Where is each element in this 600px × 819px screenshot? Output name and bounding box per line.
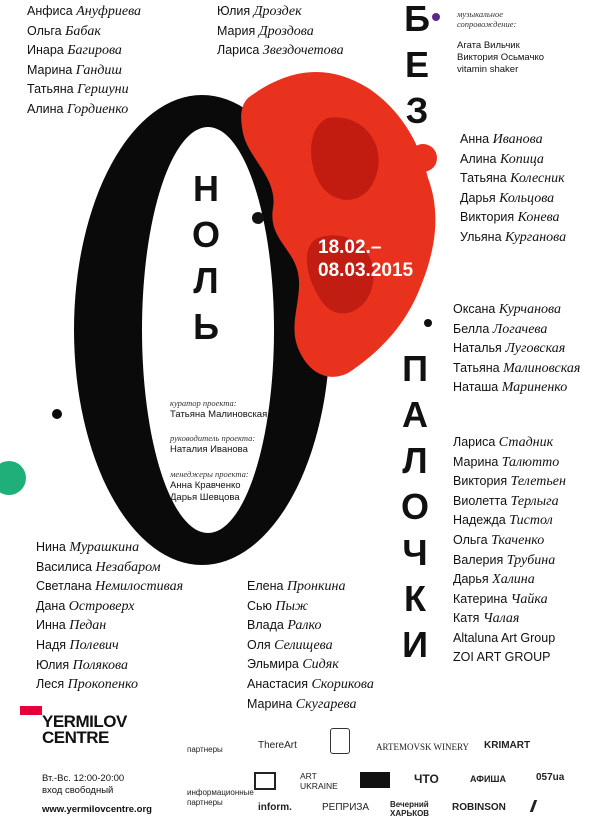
crew-curator [170, 397, 267, 421]
artist-name [36, 616, 183, 636]
venue-site[interactable]: www.yermilovcentre.org [42, 804, 152, 815]
title-bez [397, 0, 437, 134]
artist-name [460, 150, 566, 170]
artist-first-name: Катя [453, 611, 480, 626]
partner-g-icon [254, 772, 276, 790]
artist-last-name: Полякова [72, 657, 128, 673]
artist-last-name: Курганова [505, 229, 567, 245]
artist-last-name: Логачева [492, 321, 548, 337]
artist-first-name: Елена [247, 579, 284, 593]
artist-first-name: Татьяна [460, 171, 507, 186]
artist-name [453, 300, 580, 320]
partner-chto: ЧТО [414, 772, 439, 786]
artist-last-name: Селищева [274, 637, 333, 653]
artist-last-name: Мурашкина [69, 540, 140, 555]
venue-entry: вход свободный [42, 785, 114, 796]
artist-first-name: Мария [217, 23, 256, 38]
partner-robinson: ROBINSON [452, 802, 506, 813]
artist-first-name: Катерина [453, 591, 508, 606]
artist-last-name: Чайка [510, 591, 548, 607]
title-nol [186, 166, 226, 350]
exhibition-dates [318, 236, 413, 282]
artist-name [217, 2, 344, 22]
artist-first-name: Виктория [460, 210, 515, 225]
artist-last-name: Педан [69, 618, 107, 634]
title-letter: З [405, 90, 429, 131]
artist-last-name: Прокопенко [67, 677, 138, 693]
artist-name [27, 100, 141, 120]
artist-first-name: Татьяна [453, 360, 500, 375]
right-names-1 [460, 130, 566, 248]
artist-first-name: Виктория [453, 474, 508, 489]
artist-last-name: Курчанова [498, 302, 562, 317]
mid-bottom-names [247, 577, 374, 714]
partner-afisha: АФИША [470, 774, 506, 784]
partner-emblem-icon [330, 728, 350, 754]
artist-last-name: Ткаченко [491, 532, 545, 548]
artist-last-name: Немилостивая [95, 579, 184, 595]
artist-first-name: Оксана [453, 302, 496, 316]
partner-black-logo [360, 772, 390, 788]
artist-last-name: Скорикова [311, 676, 374, 692]
artist-name [453, 359, 580, 379]
artist-name [36, 577, 183, 597]
artist-last-name: Копица [499, 151, 544, 167]
partner-artemovsk: ARTEMOVSK WINERY [376, 742, 470, 752]
partner-vecherniy: Вечерний ХАРЬКОВ [390, 800, 430, 818]
artist-last-name: Гордиенко [66, 101, 129, 117]
artist-name [453, 609, 566, 629]
title-letter: Ь [193, 306, 219, 347]
artist-first-name: Анфиса [27, 4, 73, 18]
music-person: Агата Вильчик [457, 40, 520, 51]
artist-first-name: Надежда [453, 513, 506, 528]
artist-first-name: Марина [453, 454, 499, 469]
artist-name [453, 511, 566, 531]
artist-first-name: Эльмира [247, 657, 299, 672]
artist-name [460, 130, 566, 150]
artist-name [247, 636, 374, 656]
artist-name [217, 41, 344, 61]
info-partners-label: информационные партнеры [187, 788, 254, 807]
title-letter: Б [404, 0, 430, 39]
artist-last-name: Островерх [68, 598, 135, 614]
artist-name [36, 538, 183, 558]
artist-name [27, 41, 141, 61]
artist-last-name: Халина [492, 572, 535, 588]
venue-hours: Вт.-Вс. 12:00-20:00 [42, 773, 125, 784]
artist-last-name: Незабаром [95, 559, 161, 575]
purple-dot [432, 13, 440, 21]
artist-first-name: Ольга [27, 23, 62, 38]
music-label: музыкальное сопровождение: [457, 9, 517, 29]
music-people [457, 40, 544, 76]
artist-name [36, 597, 183, 617]
artist-last-name: Луговская [505, 341, 566, 357]
artist-name [453, 320, 580, 340]
crew-person: Наталия Иванова [170, 444, 248, 455]
artist-last-name: Дроздек [253, 4, 302, 19]
artist-name [460, 228, 566, 248]
artist-first-name: Анна [460, 132, 490, 146]
title-letter: О [191, 214, 220, 255]
artist-first-name: Ульяна [460, 229, 502, 244]
artist-last-name: Терлыга [510, 493, 559, 509]
artist-name [453, 590, 566, 610]
venue-info [42, 773, 124, 797]
title-letter: Н [193, 168, 219, 209]
artist-first-name: Алина [27, 101, 64, 116]
artist-name [27, 80, 141, 100]
artist-last-name: Пыж [275, 598, 309, 614]
artist-first-name: Валерия [453, 552, 504, 567]
artist-first-name: Светлана [36, 579, 92, 594]
artist-name [453, 472, 566, 492]
title-letter: А [402, 394, 428, 435]
music-person: Виктория Осьмачко [457, 52, 544, 63]
artist-name [453, 433, 566, 453]
yermilov-logo[interactable] [42, 714, 127, 746]
artist-name [36, 558, 183, 578]
left-bottom-names [36, 538, 183, 695]
title-letter: П [402, 348, 428, 389]
artist-name [36, 636, 183, 656]
artist-last-name: Дроздова [258, 23, 314, 39]
right-names-3 [453, 433, 566, 666]
artist-name [27, 2, 141, 22]
artist-name [453, 453, 566, 473]
logo-red-bar [20, 706, 42, 715]
artist-last-name: Телетьен [510, 474, 566, 490]
title-letter: И [402, 624, 428, 665]
artist-first-name: Altaluna Art Group [453, 630, 556, 645]
title-palochki [395, 346, 435, 668]
artist-first-name: Василиса [36, 559, 92, 574]
artist-first-name: Дарья [460, 190, 496, 205]
artist-first-name: Сью [247, 598, 272, 613]
partner-057: 057ua [536, 772, 565, 783]
artist-last-name: Колесник [510, 171, 565, 187]
crew-role: куратор проекта: [170, 398, 237, 408]
artist-first-name: Лариса [217, 43, 260, 58]
title-letter: Л [402, 440, 428, 481]
partner-art-ukraine: ART UKRAINE [300, 771, 338, 791]
artist-first-name: Наталья [453, 341, 502, 356]
artist-name [453, 570, 566, 590]
artist-name [247, 616, 374, 636]
crew-person: Анна Кравченко [170, 480, 241, 491]
artist-last-name: Чалая [482, 611, 520, 627]
artist-name [453, 629, 566, 648]
right-names-2 [453, 300, 580, 398]
artist-name [453, 648, 566, 667]
logo-line2: CENTRE [42, 728, 109, 747]
artist-last-name: Пронкина [286, 579, 346, 594]
artist-first-name: ZOI ART GROUP [453, 649, 551, 664]
artist-name [27, 22, 141, 42]
title-letter: Ч [402, 532, 428, 573]
artist-first-name: Белла [453, 321, 490, 336]
date-end: 08.03.2015 [318, 260, 414, 281]
crew-lead [170, 432, 255, 456]
artist-first-name: Влада [247, 618, 284, 633]
artist-first-name: Инна [36, 618, 66, 633]
artist-name [460, 208, 566, 228]
artist-first-name: Леся [36, 677, 65, 692]
artist-name [247, 597, 374, 617]
artist-last-name: Багирова [67, 43, 122, 59]
artist-first-name: Ольга [453, 532, 488, 547]
crew-role: руководитель проекта: [170, 433, 256, 443]
artist-last-name: Иванова [492, 132, 543, 147]
artist-first-name: Лариса [453, 435, 496, 449]
artist-last-name: Конева [517, 210, 560, 226]
artist-last-name: Полевич [69, 637, 119, 653]
artist-first-name: Виолетта [453, 493, 508, 508]
artist-name [247, 577, 374, 597]
artist-first-name: Оля [247, 637, 271, 652]
artist-last-name: Стадник [498, 435, 554, 450]
partner-thereart: ThereArt [258, 740, 297, 751]
partner-krimart: KRIMART [484, 740, 531, 751]
artist-last-name: Гандиш [75, 62, 122, 78]
crew-role: менеджеры проекта: [170, 469, 249, 479]
artist-last-name: Мариненко [501, 380, 568, 396]
artist-first-name: Анастасия [247, 676, 308, 691]
artist-name [36, 675, 183, 695]
logo-line1: YERMILOV [42, 712, 127, 731]
partners-label: партнеры [187, 745, 223, 754]
artist-first-name: Нина [36, 540, 66, 554]
artist-name [460, 169, 566, 189]
artist-first-name: Дана [36, 598, 66, 613]
artist-name [453, 551, 566, 571]
artist-name [460, 189, 566, 209]
artist-last-name: Бабак [65, 23, 101, 39]
artist-name [453, 531, 566, 551]
title-letter: Е [404, 44, 429, 85]
artist-first-name: Наташа [453, 380, 499, 395]
artist-first-name: Надя [36, 637, 67, 652]
partner-inform: inform. [258, 802, 292, 813]
artist-name [453, 492, 566, 512]
artist-first-name: Дарья [453, 572, 489, 587]
artist-name [247, 695, 374, 715]
artist-name [247, 675, 374, 695]
title-letter: О [400, 486, 429, 527]
artist-first-name: Инара [27, 43, 64, 58]
artist-name [27, 61, 141, 81]
artist-name [217, 22, 344, 42]
artist-last-name: Скугарева [295, 696, 357, 712]
date-start: 18.02.– [318, 237, 382, 258]
artist-first-name: Юлия [36, 657, 70, 672]
artist-last-name: Гершуни [77, 82, 129, 98]
artist-last-name: Кольцова [499, 190, 555, 206]
left-top-names [27, 2, 141, 120]
artist-first-name: Алина [460, 151, 497, 166]
title-letter: Л [193, 260, 219, 301]
artist-last-name: Талютто [501, 454, 560, 470]
artist-name [36, 656, 183, 676]
artist-name [453, 339, 580, 359]
crew-managers [170, 468, 249, 504]
mid-top-names [217, 2, 344, 61]
artist-name [247, 655, 374, 675]
crew-person: Дарья Шевцова [170, 492, 240, 503]
artist-last-name: Тистол [509, 513, 553, 529]
artist-last-name: Звездочетова [262, 43, 344, 59]
artist-last-name: Малиновская [503, 360, 581, 376]
crew-person: Татьяна Малиновская [170, 409, 268, 420]
artist-last-name: Трубина [506, 552, 556, 568]
artist-first-name: Марина [27, 62, 73, 77]
artist-first-name: Татьяна [27, 82, 74, 97]
artist-last-name: Сидяк [302, 657, 339, 673]
artist-first-name: Марина [247, 696, 293, 711]
title-letter: К [404, 578, 426, 619]
artist-first-name: Юлия [217, 4, 251, 18]
artist-last-name: Ралко [287, 618, 322, 634]
music-person: vitamin shaker [457, 64, 519, 75]
dot-graphic [52, 409, 62, 419]
artist-last-name: Ануфриева [76, 4, 142, 19]
partner-repriza: РЕПРИЗА [322, 802, 370, 813]
artist-name [453, 378, 580, 398]
